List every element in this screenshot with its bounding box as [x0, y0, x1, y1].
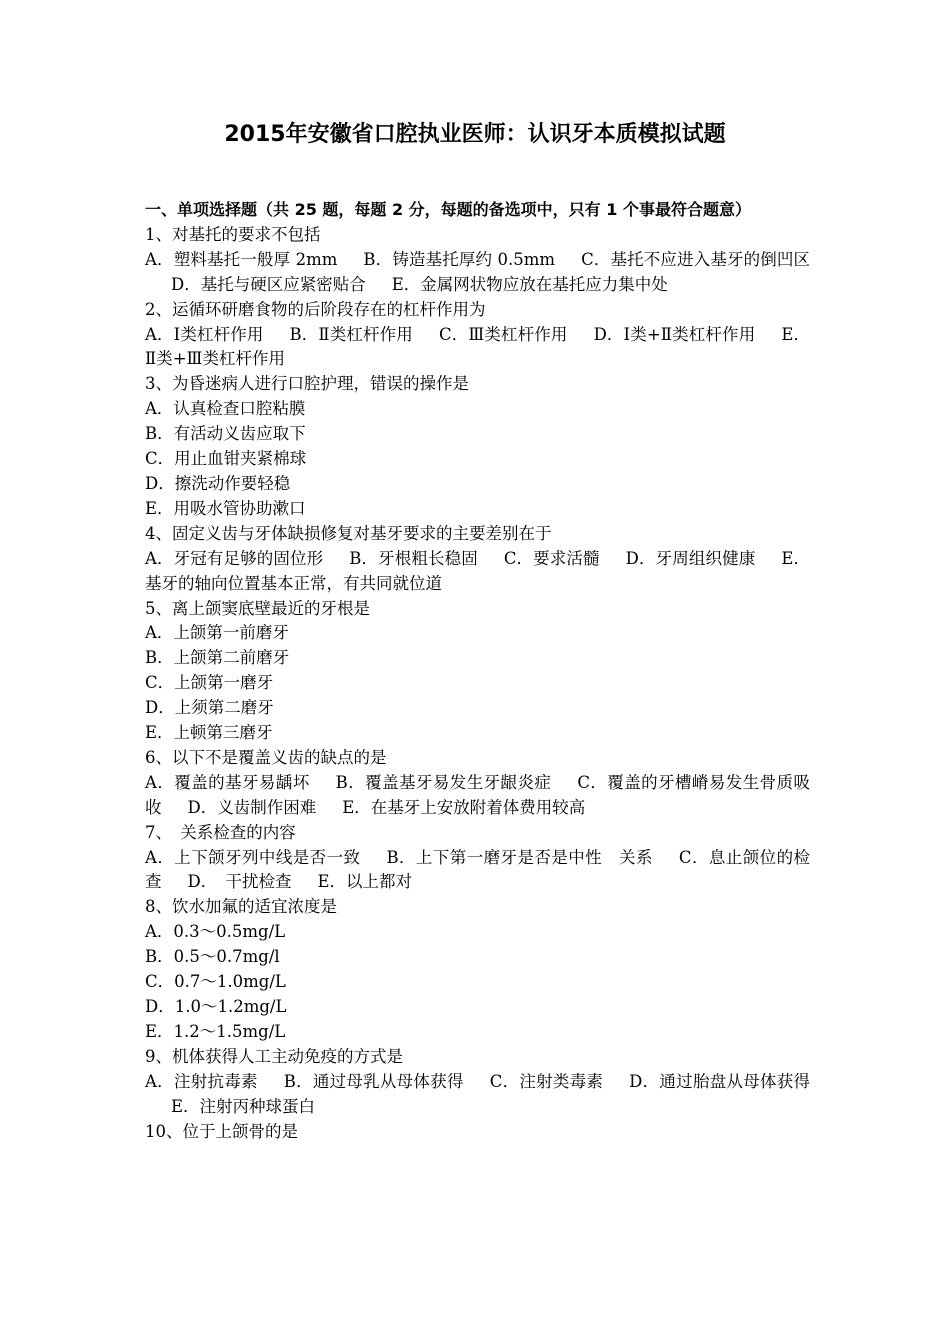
option: D．Ⅰ类+Ⅱ类杠杆作用	[593, 324, 756, 344]
option: B．上下第一磨牙是否是中性 关系	[386, 847, 653, 867]
option: A．塑料基托一般厚 2mm	[145, 249, 338, 269]
option: A．Ⅰ类杠杆作用	[145, 324, 264, 344]
question-stem: 3、为昏迷病人进行口腔护理，错误的操作是	[145, 374, 469, 394]
question-options	[145, 1070, 810, 1120]
option: A．上下颌牙列中线是否一致	[145, 847, 361, 867]
question-stem: 4、固定义齿与牙体缺损修复对基牙要求的主要差别在于	[145, 523, 552, 543]
question-stem: 7、 关系检查的内容	[145, 822, 296, 842]
option: C．息止颌位的检查	[145, 847, 810, 892]
option: C．基托不应进入基牙的倒凹区	[581, 249, 811, 269]
question-stem: 2、运循环研磨食物的后阶段存在的杠杆作用为	[145, 299, 486, 319]
option: E．1.2～1.5mg/L	[145, 1021, 286, 1041]
option: A．牙冠有足够的固位形	[145, 548, 324, 568]
option: A．覆盖的基牙易龋坏	[145, 772, 310, 792]
question-5	[145, 597, 810, 746]
option: D．擦洗动作要轻稳	[145, 473, 291, 493]
question-9	[145, 1045, 810, 1120]
question-8	[145, 895, 810, 1044]
option: D． 干扰检查	[187, 872, 292, 892]
question-options	[145, 323, 810, 373]
question-options	[145, 771, 810, 821]
option: B．上颌第二前磨牙	[145, 648, 290, 668]
option: A．注射抗毒素	[145, 1071, 258, 1091]
page-title: 2015年安徽省口腔执业医师：认识牙本质模拟试题	[224, 122, 726, 147]
question-stem: 10、位于上颌骨的是	[145, 1121, 298, 1141]
option: C．注射类毒素	[489, 1071, 604, 1091]
question-options	[145, 846, 810, 896]
option: D．牙周组织健康	[625, 548, 756, 568]
option: D．1.0～1.2mg/L	[145, 997, 287, 1016]
option: A．上颌第一前磨牙	[145, 623, 289, 643]
question-2	[145, 298, 810, 373]
question-stem: 1、对基托的要求不包括	[145, 224, 321, 244]
option: E．上顿第三磨牙	[145, 723, 273, 743]
option: E．注射丙种球蛋白	[171, 1096, 316, 1116]
question-7	[145, 821, 810, 896]
question-options	[145, 248, 810, 298]
option: E．以上都对	[317, 872, 413, 892]
question-10	[145, 1120, 810, 1145]
option: E．金属网状物应放在基托应力集中处	[391, 274, 668, 294]
question-stem: 5、离上颌窦底壁最近的牙根是	[145, 598, 370, 618]
option: A．0.3～0.5mg/L	[145, 922, 286, 942]
question-options	[145, 547, 810, 597]
option: C．Ⅲ类杠杆作用	[438, 324, 568, 344]
question-stem: 8、饮水加氟的适宜浓度是	[145, 897, 337, 917]
option: B．铸造基托厚约 0.5mm	[363, 249, 556, 269]
option: A．认真检查口腔粘膜	[145, 399, 306, 419]
question-4	[145, 522, 810, 597]
question-3	[145, 372, 810, 521]
option: C．用止血钳夹紧棉球	[145, 449, 307, 469]
option: C．覆盖的牙槽嵴易发生骨质吸收	[145, 772, 810, 817]
option: D．通过胎盘从母体获得	[629, 1071, 810, 1091]
option: B．有活动义齿应取下	[145, 424, 306, 444]
question-1	[145, 223, 810, 298]
question-6	[145, 746, 810, 821]
option: C．上颌第一磨牙	[145, 673, 274, 693]
option: C．0.7～1.0mg/L	[145, 972, 286, 992]
option: D．义齿制作困难	[187, 797, 317, 817]
option: D．上须第二磨牙	[145, 698, 274, 718]
option: B．覆盖基牙易发生牙龈炎症	[335, 772, 552, 792]
option: B．0.5～0.7mg/l	[145, 947, 280, 967]
option: B．Ⅱ类杠杆作用	[289, 324, 413, 344]
question-stem: 9、机体获得人工主动免疫的方式是	[145, 1046, 403, 1066]
question-stem: 6、以下不是覆盖义齿的缺点的是	[145, 747, 387, 767]
option: B．通过母乳从母体获得	[283, 1071, 464, 1091]
question-body	[145, 198, 810, 1144]
option: D．基托与硬区应紧密贴合	[171, 274, 366, 294]
option: C．要求活髓	[503, 548, 600, 568]
option: B．牙根粗长稳固	[349, 548, 478, 568]
option: E．在基牙上安放附着体费用较高	[342, 797, 586, 817]
option: E．用吸水管协助漱口	[145, 498, 306, 518]
section-heading: 一、单项选择题（共 25 题，每题 2 分，每题的备选项中，只有 1 个事最符合题意）	[145, 200, 751, 219]
option: E．Ⅱ类+Ⅲ类杠杆作用	[145, 324, 811, 369]
option: E．基牙的轴向位置基本正常，有共同就位道	[145, 548, 811, 593]
